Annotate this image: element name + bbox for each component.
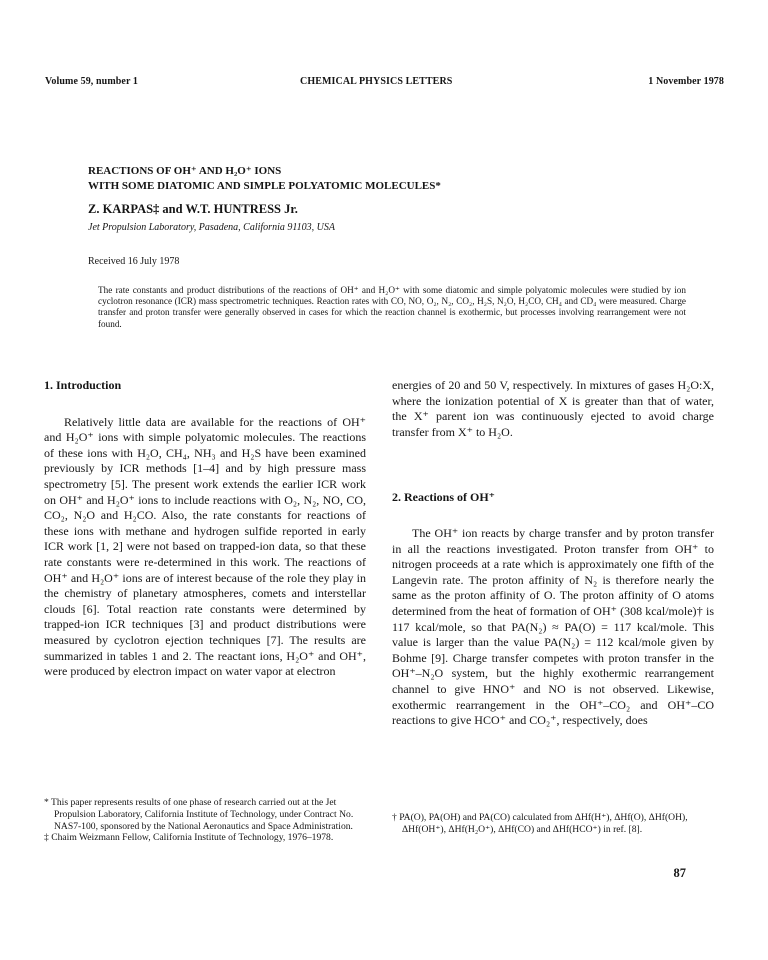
title-line: WITH SOME DIATOMIC AND SIMPLE POLYATOMIC MOLECULES* [88, 180, 441, 192]
page-number: 87 [673, 866, 686, 880]
left-column [44, 378, 366, 680]
received-date: Received 16 July 1978 [88, 256, 180, 267]
left-footnotes [44, 797, 366, 844]
section-heading-reactions-oh: 2. Reactions of OH⁺ [392, 490, 495, 505]
title-line: REACTIONS OF OH⁺ AND H₂O⁺ IONS [88, 165, 282, 177]
footnote-funding: * This paper represents results of one phase of research carried out at the Jet Propulsion Laboratory, California Institute of Technology, under Contract No. NAS7-100, sponsored by the National Aeronautics and Space Administration. [44, 797, 354, 832]
footnote-proton-affinity: † PA(O), PA(OH) and PA(CO) calculated from ΔHf(H⁺), ΔHf(O), ΔHf(OH), ΔHf(OH⁺), ΔHf(H₂O⁺), ΔHf(CO) and ΔHf(HCO⁺) in ref. [8]. [392, 812, 688, 835]
right-column [392, 378, 714, 729]
affiliation: Jet Propulsion Laboratory, Pasadena, California 91103, USA [88, 222, 335, 233]
section-heading-introduction: 1. Introduction [44, 378, 122, 392]
header-journal: CHEMICAL PHYSICS LETTERS [300, 76, 453, 87]
footnote-fellowship: ‡ Chaim Weizmann Fellow, California Institute of Technology, 1976–1978. [44, 832, 334, 844]
reactions-oh-paragraph: The OH⁺ ion reacts by charge transfer and by proton transfer in all the reactions investigated. Proton transfer from OH⁺ to nitrogen proceeds at a rate which is approximately one fifth of the Langevin rate. The proton affinity of N₂ is therefore nearly the same as the proton affinity of O. The proton affinity of O atoms determined from the heat of formation of OH⁺ (308 kcal/mole)† is 117 kcal/mole, so that PA(N₂) ≈ PA(O) = 117 kcal/mole. This value is larger than the value PA(N₂) = 112 kcal/mole given by Bohme [9]. Charge transfer competes with proton transfer in the OH⁺–N₂O system, but the highly exothermic rearrangement channel to give HNO⁺ and NO is not observed. Likewise, exothermic rearrangement in the OH⁺–CO₂ and OH⁺–CO reactions to give HCO⁺ and CO₂⁺, respectively, does [392, 525, 714, 728]
header-date: 1 November 1978 [648, 76, 724, 87]
header-volume: Volume 59, number 1 [45, 76, 139, 87]
introduction-paragraph: Relatively little data are available for the reactions of OH⁺ and H₂O⁺ ions with simple polyatomic molecules. The reactions of these ions with H₂O, CH₄, NH₃ and H₂S have been examined previously by ICR methods [1–4] and by high pressure mass spectrometry [5]. The present work extends the earlier ICR work on OH⁺ and H₂O⁺ ions to include reactions with O₂, N₂, NO, CO, CO₂, N₂O and H₂CO. Also, the rate constants for reactions of these ions with methane and hydrogen sulfide reported in early ICR work [1, 2] were not based on trapped-ion data, so that these rate constants were re-determined in this work. The reactions of OH⁺ and H₂O⁺ ions are of interest because of the role they play in the chemistry of planetary atmospheres, comets and interstellar clouds [6]. Total reaction rate constants were determined by trapped-ion ICR techniques [3] and product distributions were measured by cyclotron ejection techniques [7]. The results are summarized in tables 1 and 2. The reactant ions, H₂O⁺ and OH⁺, were produced by electron impact on water vapor at electron [44, 414, 366, 679]
authors: Z. KARPAS‡ and W.T. HUNTRESS Jr. [88, 202, 298, 216]
paper-title [88, 164, 441, 194]
right-footnotes [392, 812, 714, 836]
introduction-continuation: energies of 20 and 50 V, respectively. In mixtures of gases H₂O:X, where the ionization potential of X is greater than that of water, the X⁺ parent ion was continuously ejected to avoid charge transfer from X⁺ to H₂O. [392, 378, 714, 439]
abstract: The rate constants and product distributions of the reactions of OH⁺ and H₂O⁺ with some diatomic and simple polyatomic molecules were studied by ion cyclotron resonance (ICR) mass spectrometric techniques. Reaction rates with CO, NO, O₂, N₂, CO₂, H₂S, N₂O, H₂CO, CH₄ and CD₄ were measured. Charge transfer and proton transfer were generally observed in cases for which the reaction channel is exothermic, but processes involving rearrangement were not found. [98, 285, 686, 329]
